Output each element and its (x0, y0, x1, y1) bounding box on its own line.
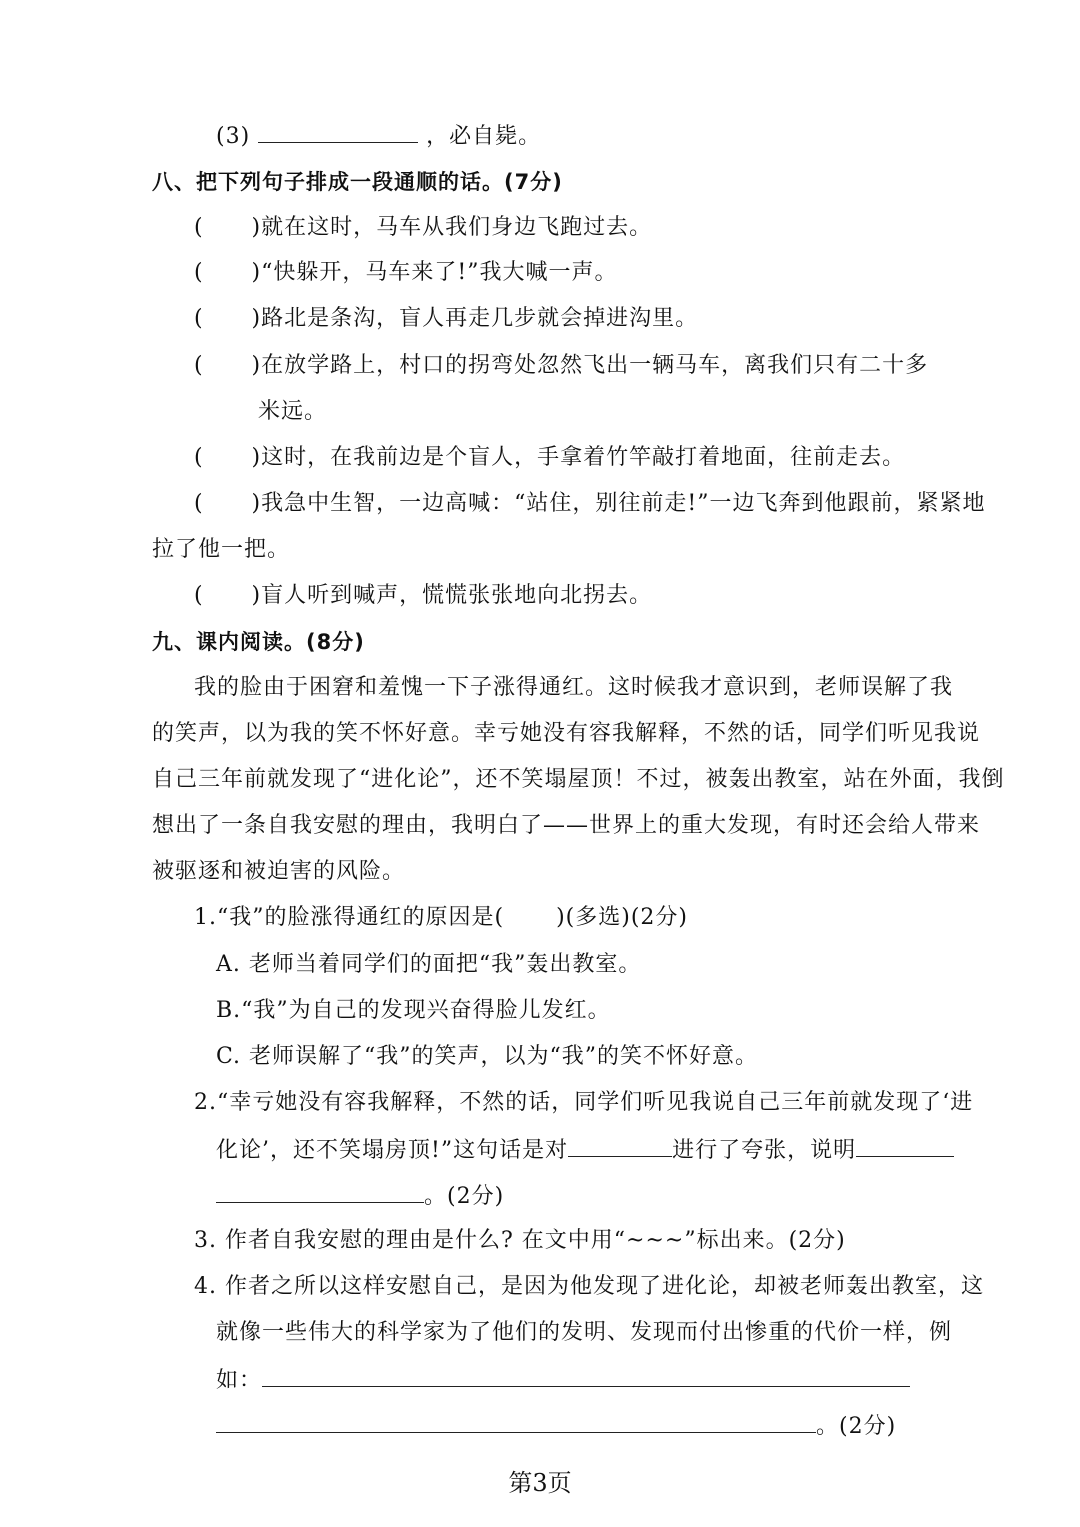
question-4-line-1: 4. 作者之所以这样安慰自己，是因为他发现了进化论，却被老师轰出教室，这 (194, 1274, 984, 1299)
sentence-row (194, 443, 905, 473)
sentence-continuation: 米远。 (258, 399, 328, 424)
passage-line: 被驱逐和被迫害的风险。 (152, 859, 406, 884)
option-c: C. 老师误解了“我”的笑声，以为“我”的笑不怀好意。 (216, 1044, 759, 1069)
sentence-text: 盲人听到喊声，慌慌张张地向北拐去。 (261, 583, 653, 608)
question-2-line-3 (216, 1180, 504, 1212)
section-8-title: 八、把下列句子排成一段通顺的话。(7分) (152, 170, 563, 194)
sentence-text: “快躲开，马车来了!”我大喊一声。 (261, 260, 618, 285)
order-paren-4[interactable]: ( ) (194, 353, 262, 378)
sentence-text: 就在这时，马车从我们身边飞跑过去。 (261, 215, 653, 240)
sentence-row (194, 213, 652, 243)
question-1-stem: 1.“我”的脸涨得通红的原因是( (194, 905, 505, 930)
item-3-blank[interactable] (258, 120, 418, 143)
passage-line: 的笑声，以为我的笑不怀好意。幸亏她没有容我解释，不然的话，同学们听见我说 (152, 721, 981, 746)
question-4-tail: 。(2分) (816, 1414, 897, 1439)
option-b: B.“我”为自己的发现兴奋得脸儿发红。 (216, 998, 611, 1023)
item-3-number: (3) (216, 124, 251, 149)
question-4-line-3 (216, 1364, 910, 1396)
question-1-stem-end: )(多选)(2分) (556, 905, 688, 930)
question-4-blank-2[interactable] (216, 1410, 816, 1433)
sentence-row (194, 304, 698, 334)
order-paren-5[interactable]: ( ) (194, 445, 262, 470)
option-a: A. 老师当着同学们的面把“我”轰出教室。 (216, 952, 642, 977)
order-paren-6[interactable]: ( ) (194, 491, 262, 516)
question-2-blank-3[interactable] (216, 1180, 424, 1203)
question-2-line-2 (216, 1134, 954, 1166)
question-4-line-2: 就像一些伟大的科学家为了他们的发明、发现而付出惨重的代价一样，例 (216, 1320, 953, 1345)
page-number: 第3页 (508, 1469, 572, 1497)
section-9-title: 九、课内阅读。(8分) (152, 630, 365, 654)
sentence-row (194, 351, 928, 381)
sentence-row (194, 489, 985, 519)
question-2-text-a: 化论’，还不笑塌房顶!”这句话是对 (216, 1138, 569, 1163)
order-paren-2[interactable]: ( ) (194, 260, 262, 285)
sentence-row (194, 581, 652, 611)
item-3-tail: ，必自毙。 (426, 124, 542, 149)
passage-line: 我的脸由于困窘和羞愧一下子涨得通红。这时候我才意识到，老师误解了我 (194, 675, 954, 700)
passage-line: 自己三年前就发现了“进化论”，还不笑塌屋顶！不过，被轰出教室，站在外面，我倒 (152, 767, 1005, 792)
question-3: 3. 作者自我安慰的理由是什么? 在文中用“~~~”标出来。(2分) (194, 1228, 846, 1253)
question-2-blank-2[interactable] (856, 1134, 954, 1157)
question-2-line-1: 2.“幸亏她没有容我解释，不然的话，同学们听见我说自己三年前就发现了‘进 (194, 1090, 974, 1115)
order-paren-3[interactable]: ( ) (194, 306, 262, 331)
sentence-text: 在放学路上，村口的拐弯处忽然飞出一辆马车，离我们只有二十多 (261, 353, 929, 378)
order-paren-7[interactable]: ( ) (194, 583, 262, 608)
sentence-continuation: 拉了他一把。 (152, 537, 291, 562)
question-4-line-4 (216, 1410, 896, 1442)
sentence-row (194, 258, 617, 288)
question-2-tail: 。(2分) (424, 1184, 505, 1209)
order-paren-1[interactable]: ( ) (194, 215, 262, 240)
item-3-line (216, 120, 541, 152)
question-2-blank-1[interactable] (568, 1134, 672, 1157)
question-4-blank-1[interactable] (262, 1364, 910, 1387)
sentence-text: 路北是条沟，盲人再走几步就会掉进沟里。 (261, 306, 699, 331)
question-4-prefix: 如： (216, 1368, 263, 1393)
sentence-text: 我急中生智，一边高喊：“站住，别往前走!”一边飞奔到他跟前，紧紧地 (261, 491, 986, 516)
passage-line: 想出了一条自我安慰的理由，我明白了——世界上的重大发现，有时还会给人带来 (152, 813, 981, 838)
sentence-text: 这时，在我前边是个盲人，手拿着竹竿敲打着地面，往前走去。 (261, 445, 906, 470)
question-1 (194, 903, 688, 933)
question-2-text-b: 进行了夸张，说明 (672, 1138, 857, 1163)
